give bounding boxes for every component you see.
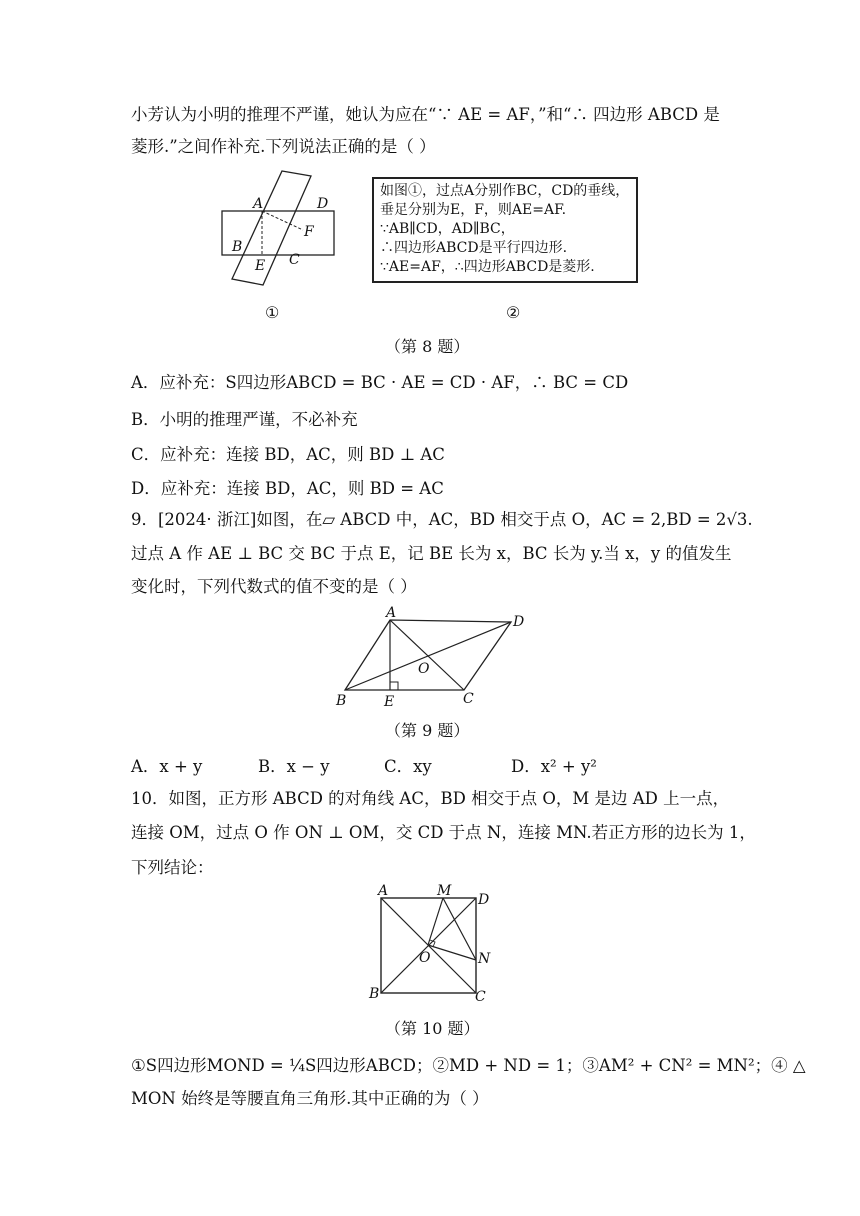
q8-option-d[interactable]: D．应补充：连接 BD，AC，则 BD = AC bbox=[131, 479, 444, 498]
q9-label-E: E bbox=[384, 694, 395, 710]
q9-text-line1: 9．[2024· 浙江]如图，在▱ ABCD 中，AC，BD 相交于点 O，AC = 2,BD = 2√3. bbox=[131, 510, 753, 529]
q9-right-angle-mark bbox=[390, 682, 398, 690]
q8-fig1-label-B: B bbox=[232, 239, 243, 255]
q9-label-O: O bbox=[418, 661, 430, 677]
q9-caption: （第 9 题） bbox=[385, 721, 470, 740]
q8-box-line: ∴四边形ABCD是平行四边形. bbox=[380, 240, 568, 256]
q8-text-line2: 菱形.”之间作补充.下列说法正确的是（ ） bbox=[131, 137, 436, 156]
q8-option-a[interactable]: A．应补充：S四边形ABCD = BC · AE = CD · AF，∴ BC = CD bbox=[131, 373, 629, 392]
q10-text-line5: MON 始终是等腰直角三角形.其中正确的为（ ） bbox=[131, 1089, 489, 1108]
q8-fig1-number: ① bbox=[265, 303, 280, 322]
q8-reasoning-box bbox=[372, 177, 638, 283]
q9-label-A: A bbox=[386, 605, 397, 621]
q9-text-line2: 过点 A 作 AE ⊥ BC 交 BC 于点 E，记 BE 长为 x，BC 长为 y.当 x，y 的值发生 bbox=[131, 544, 732, 563]
q8-fig1-label-E: E bbox=[255, 258, 266, 274]
q9-option-d[interactable]: D．x² + y² bbox=[511, 757, 597, 776]
q10-label-O: O bbox=[419, 950, 431, 966]
q9-option-a[interactable]: A．x + y bbox=[131, 757, 203, 776]
q8-fig1-label-C: C bbox=[289, 252, 300, 268]
q9-label-C: C bbox=[463, 691, 474, 707]
q8-text-line1: 小芳认为小明的推理不严谨，她认为应在“∵ AE = AF，”和“∴ 四边形 ABCD 是 bbox=[131, 105, 720, 124]
q10-text-line3: 下列结论： bbox=[131, 858, 214, 877]
q10-text-line1: 10．如图，正方形 ABCD 的对角线 AC，BD 相交于点 O，M 是边 AD 上一点， bbox=[131, 789, 730, 808]
q8-box-line: 垂足分别为E，F，则AE=AF. bbox=[380, 202, 567, 218]
q10-label-M: M bbox=[437, 883, 452, 899]
q8-fig1-label-A: A bbox=[253, 196, 264, 212]
q8-figure-1 bbox=[215, 170, 345, 290]
q10-caption: （第 10 题） bbox=[385, 1019, 480, 1038]
q10-label-D: D bbox=[478, 892, 490, 908]
q8-fig1-label-D: D bbox=[317, 196, 329, 212]
q9-label-D: D bbox=[513, 614, 525, 630]
q8-box-line: ∵AE=AF，∴四边形ABCD是菱形. bbox=[380, 259, 595, 275]
q8-option-b[interactable]: B．小明的推理严谨，不必补充 bbox=[131, 410, 358, 429]
q10-label-C: C bbox=[475, 989, 486, 1005]
q9-option-b[interactable]: B．x − y bbox=[258, 757, 330, 776]
q10-label-A: A bbox=[378, 883, 389, 899]
q9-parallelogram-figure bbox=[333, 606, 533, 710]
q10-label-B: B bbox=[369, 986, 380, 1002]
q8-box-line: ∵AB∥CD，AD∥BC， bbox=[380, 221, 515, 237]
q10-square-figure bbox=[367, 884, 497, 1004]
q8-caption: （第 8 题） bbox=[385, 337, 470, 356]
q8-option-c[interactable]: C．应补充：连接 BD，AC，则 BD ⊥ AC bbox=[131, 445, 445, 464]
q10-label-N: N bbox=[478, 951, 491, 967]
q9-option-c[interactable]: C．xy bbox=[384, 757, 432, 776]
q9-diagonal-bd bbox=[345, 622, 511, 690]
q10-text-line2: 连接 OM，过点 O 作 ON ⊥ OM，交 CD 于点 N，连接 MN.若正方形的边长为 1， bbox=[131, 823, 756, 842]
q10-text-line4: ①S四边形MOND = ¼S四边形ABCD；②MD + ND = 1；③AM² + CN² = MN²；④ △ bbox=[131, 1056, 806, 1075]
q8-fig1-label-F: F bbox=[304, 224, 314, 240]
q9-label-B: B bbox=[336, 693, 347, 709]
q9-diagonal-ac bbox=[390, 620, 464, 690]
q8-box-line: 如图①，过点A分别作BC，CD的垂线， bbox=[380, 183, 630, 199]
q9-text-line3: 变化时，下列代数式的值不变的是（ ） bbox=[131, 577, 417, 596]
q8-fig1-dashed-af bbox=[262, 211, 303, 230]
q8-fig2-number: ② bbox=[506, 303, 521, 322]
